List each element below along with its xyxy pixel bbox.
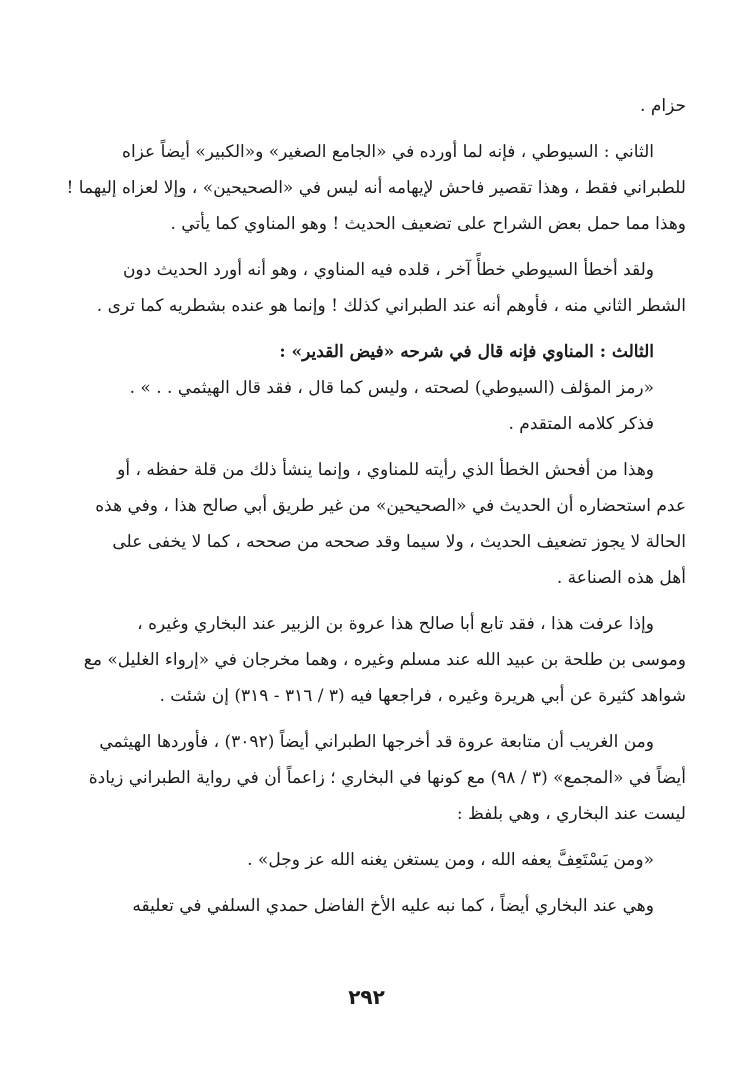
page-body — [46, 88, 686, 924]
text-line: الثالث : المناوي فإنه قال في شرحه «فيض القدير» : — [279, 342, 654, 362]
text-line: شواهد كثيرة عن أبي هريرة وغيره ، فراجعها فيه (٣ / ٣١٦ - ٣١٩) إن شئت . — [159, 686, 686, 706]
page-number: ٢٩٢ — [348, 985, 385, 1009]
text-line: ومن الغريب أن متابعة عروة قد أخرجها الطبراني أيضاً (٣٠٩٢) ، فأوردها الهيثمي — [99, 732, 654, 752]
text-line: «ومن يَسْتَعِفَّ يعفه الله ، ومن يستغن يغنه الله عز وجل» . — [247, 850, 654, 870]
text-line: وموسى بن طلحة بن عبيد الله عند مسلم وغيره ، وهما مخرجان في «إرواء الغليل» مع — [83, 650, 686, 670]
text-line: أهل هذه الصناعة . — [556, 568, 686, 588]
paragraph-second — [46, 134, 686, 170]
text-line: الشطر الثاني منه ، فأوهم أنه عند الطبراني كذلك ! وإنما هو عنده بشطريه كما ترى . — [96, 296, 686, 316]
text-line: عدم استحضاره أن الحديث في «الصحيحين» من غير طريق أبي صالح هذا ، وفي هذه — [95, 496, 686, 516]
text-line: وإذا عرفت هذا ، فقد تابع أبا صالح هذا عروة بن الزبير عند البخاري وغيره ، — [137, 614, 654, 634]
text-line: الثاني : السيوطي ، فإنه لما أورده في «الجامع الصغير» و«الكبير» أيضاً عزاه — [122, 142, 654, 162]
text-line: حزام . — [640, 96, 686, 116]
text-line: الحالة لا يجوز تضعيف الحديث ، ولا سيما وقد صححه من صححه ، كما لا يخفى على — [112, 532, 686, 552]
text-line: فذكر كلامه المتقدم . — [508, 414, 654, 434]
text-line: «رمز المؤلف (السيوطي) لصحته ، وليس كما قال ، فقد قال الهيثمي . . » . — [129, 378, 654, 398]
text-line: وهذا مما حمل بعض الشراح على تضعيف الحديث ! وهو المناوي كما يأتي . — [170, 214, 686, 234]
text-line: للطبراني فقط ، وهذا تقصير فاحش لإيهامه أنه ليس في «الصحيحين» ، وإلا لعزاه إليهما ! — [66, 178, 686, 198]
text-line: ليست عند البخاري ، وهي بلفظ : — [456, 804, 686, 824]
text-line: وهي عند البخاري أيضاً ، كما نبه عليه الأخ الفاضل حمدي السلفي في تعليقه — [132, 896, 654, 916]
text-line: ولقد أخطأ السيوطي خطأً آخر ، قلده فيه المناوي ، وهو أنه أورد الحديث دون — [122, 260, 654, 280]
text-line: وهذا من أفحش الخطأ الذي رأيته للمناوي ، وإنما ينشأ ذلك من قلة حفظه ، أو — [117, 460, 654, 480]
text-line: أيضاً في «المجمع» (٣ / ٩٨) مع كونها في البخاري ؛ زاعماً أن في رواية الطبراني زيادة — [88, 768, 686, 788]
